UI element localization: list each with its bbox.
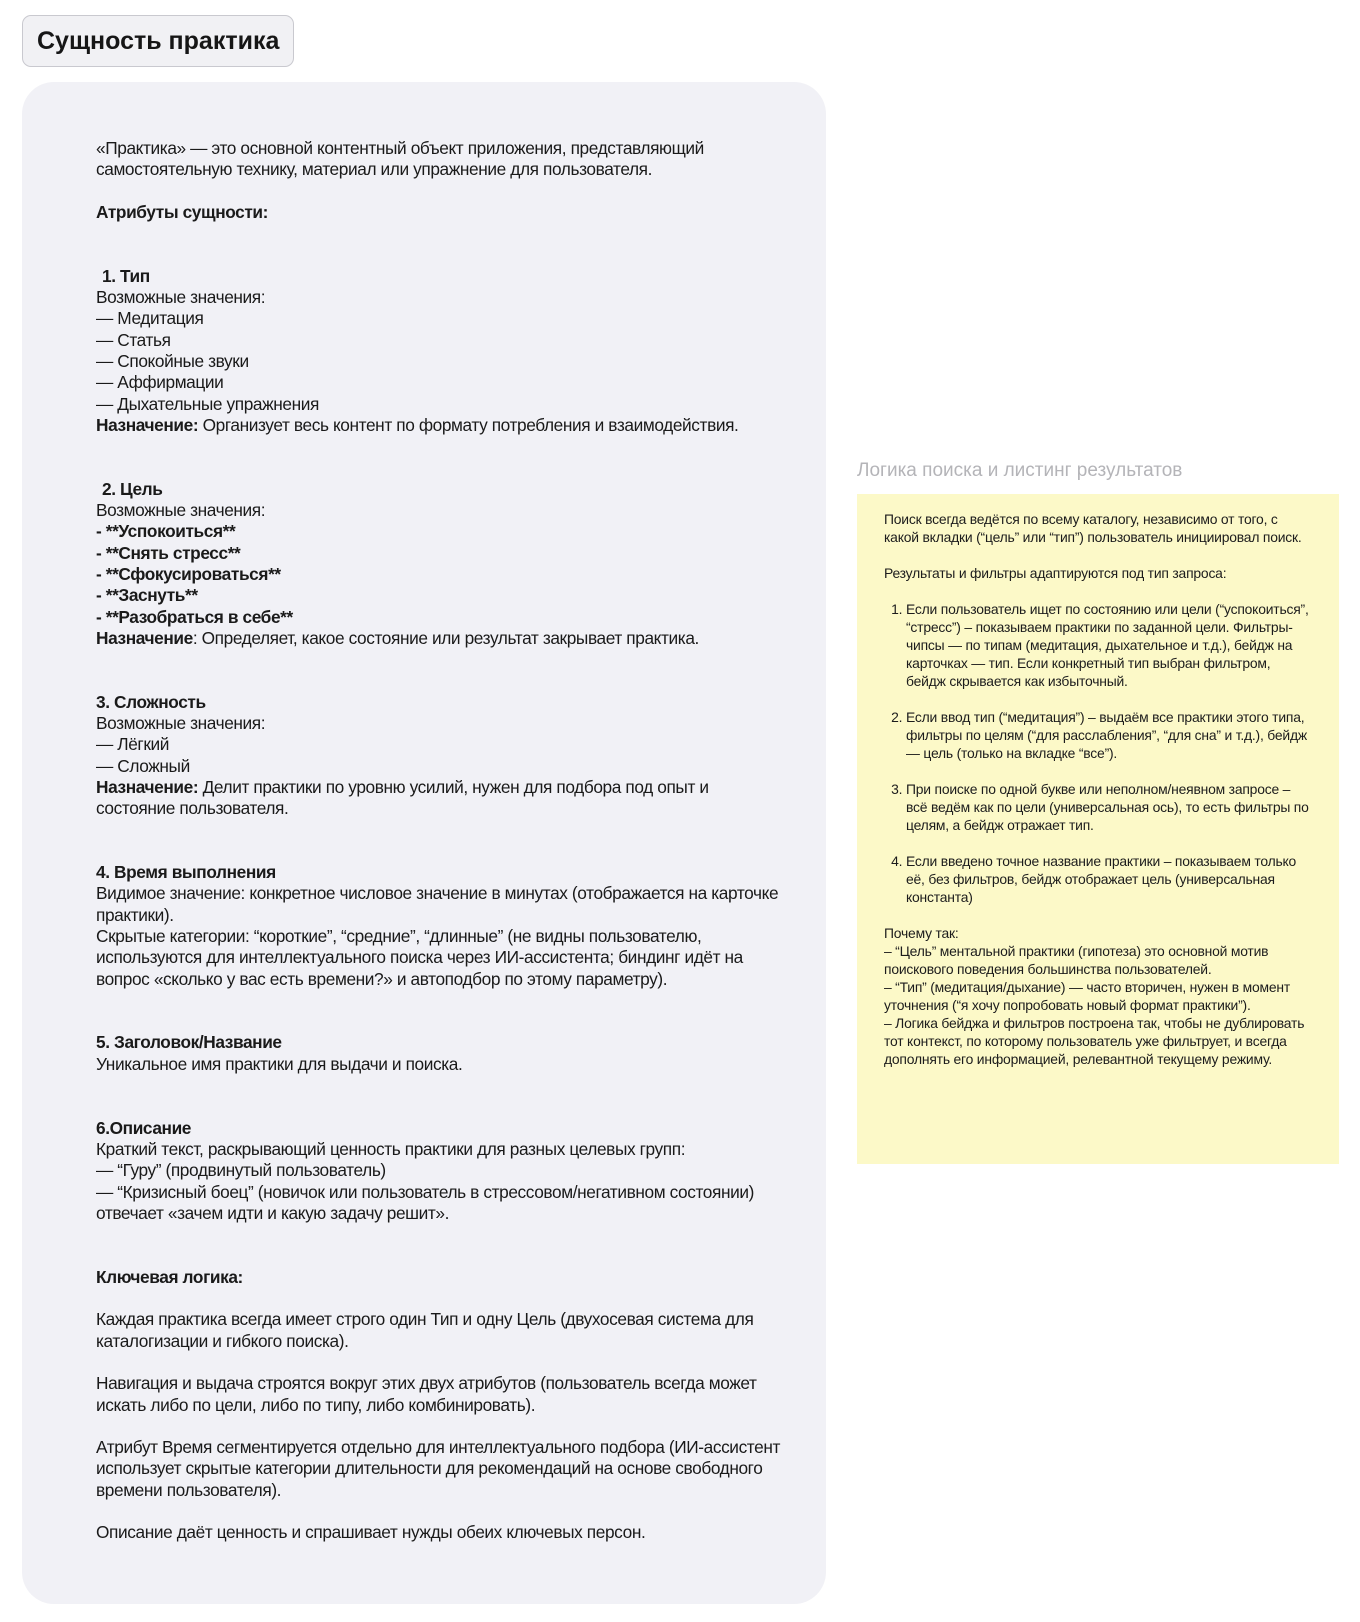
goal-value: - **Успокоиться** xyxy=(96,521,236,542)
why-item: – “Тип” (медитация/дыхание) — часто вторичен, нужен в момент уточнения (“я хочу попробовать новый формат практики”). xyxy=(884,979,1291,1013)
difficulty-value: — Лёгкий xyxy=(96,734,170,755)
key-logic-paragraph: Описание даёт ценность и спрашивает нужды обеих ключевых персон. xyxy=(96,1522,646,1543)
type-value: — Статья xyxy=(96,329,171,350)
goal-value: - **Снять стресс** xyxy=(96,542,241,563)
entity-description-text xyxy=(96,138,786,1544)
why-heading: Почему так: xyxy=(884,925,959,941)
goal-value: - **Заснуть** xyxy=(96,585,198,606)
attributes-heading: Атрибуты сущности: xyxy=(96,201,269,222)
search-rule-item: 2. Если ввод тип (“медитация”) – выдаём все практики этого типа, фильтры по целям (“для расслабления”, “для сна” и т.д.), бейдж — цель (только на вкладке “все”). xyxy=(906,708,1313,762)
description-heading: 6.Описание xyxy=(96,1117,192,1138)
type-purpose: Назначение: Организует весь контент по формату потребления и взаимодействия. xyxy=(96,414,739,435)
difficulty-heading: 3. Сложность xyxy=(96,691,206,712)
type-values-label: Возможные значения: xyxy=(96,287,266,308)
goal-values-label: Возможные значения: xyxy=(96,500,266,521)
description-line: — “Кризисный боец” (новичок или пользователь в стрессовом/негативном состоянии) xyxy=(96,1181,754,1202)
why-item: – Логика бейджа и фильтров построена так, чтобы не дублировать тот контекст, по которому пользователь уже фильтрует, и всегда дополнять его информацией, релевантной текущему режиму. xyxy=(884,1015,1305,1067)
difficulty-value: — Сложный xyxy=(96,755,190,776)
sticky-note-title: Логика поиска и листинг результатов xyxy=(857,460,1183,481)
time-heading: 4. Время выполнения xyxy=(96,862,276,883)
key-logic-paragraph: Навигация и выдача строятся вокруг этих двух атрибутов (пользователь всегда может искать либо по цели, либо по типу, либо комбинировать). xyxy=(96,1373,757,1415)
type-value: — Аффирмации xyxy=(96,372,224,393)
difficulty-purpose: Назначение: Делит практики по уровню усилий, нужен для подбора под опыт и состояние пользователя. xyxy=(96,776,709,819)
description-line: отвечает «зачем идти и какую задачу решит». xyxy=(96,1202,450,1223)
type-heading: 1. Тип xyxy=(102,265,150,286)
search-rule-item: 3. При поиске по одной букве или неполном/неявном запросе – всё ведём как по цели (универсальная ось), то есть фильтры по целям, а бейдж отражает тип. xyxy=(906,780,1313,834)
entity-description-card xyxy=(22,82,826,1604)
type-value: — Спокойные звуки xyxy=(96,350,249,371)
key-logic-heading: Ключевая логика: xyxy=(96,1266,243,1287)
page-title[interactable]: Сущность практика xyxy=(22,15,294,67)
type-value: — Медитация xyxy=(96,308,204,329)
difficulty-values-label: Возможные значения: xyxy=(96,713,266,734)
goal-purpose: Назначение: Определяет, какое состояние или результат закрывает практика. xyxy=(96,627,699,648)
goal-heading: 2. Цель xyxy=(102,478,163,499)
time-visible-value: Видимое значение: конкретное числовое значение в минутах (отображается на карточке практики). xyxy=(96,883,779,925)
description-line: — “Гуру” (продвинутый пользователь) xyxy=(96,1160,386,1181)
time-hidden-categories: Скрытые категории: “короткие”, “средние”, “длинные” (не видны пользователю, используются для интеллектуального поиска через ИИ-ассистента; биндинг идёт на вопрос «сколько у вас есть времени?» и автоподбор по этому параметру). xyxy=(96,925,743,989)
name-heading: 5. Заголовок/Название xyxy=(96,1032,282,1053)
key-logic-paragraph: Каждая практика всегда имеет строго один Тип и одну Цель (двухосевая система для каталогизации и гибкого поиска). xyxy=(96,1309,754,1351)
search-rules-list xyxy=(884,600,1313,906)
why-item: – “Цель” ментальной практики (гипотеза) это основной мотив поискового поведения большинства пользователей. xyxy=(884,943,1269,977)
goal-value: - **Сфокусироваться** xyxy=(96,563,281,584)
key-logic-paragraph: Атрибут Время сегментируется отдельно для интеллектуального подбора (ИИ-ассистент использует скрытые категории длительности для рекомендаций на основе свободного времени пользователя). xyxy=(96,1437,780,1500)
search-rule-item: 1. Если пользователь ищет по состоянию или цели (“успокоиться”, “стресс”) – показываем практики по заданной цели. Фильтры-чипсы — по типам (медитация, дыхательное и т.д.), бейдж на карточках — тип. Если конкретный тип выбран фильтром, бейдж скрывается как избыточный. xyxy=(906,600,1313,690)
sticky-note[interactable] xyxy=(857,494,1339,1164)
name-text: Уникальное имя практики для выдачи и поиска. xyxy=(96,1053,463,1074)
goal-value: - **Разобраться в себе** xyxy=(96,606,293,627)
sticky-paragraph: Результаты и фильтры адаптируются под тип запроса: xyxy=(884,565,1227,581)
intro-text: «Практика» — это основной контентный объект приложения, представляющий самостоятельную технику, материал или упражнение для пользователя. xyxy=(96,138,704,180)
search-rule-item: 4. Если введено точное название практики – показываем только её, без фильтров, бейдж отображает цель (универсальная константа) xyxy=(906,852,1313,906)
sticky-paragraph: Поиск всегда ведётся по всему каталогу, независимо от того, с какой вкладки (“цель” или “тип”) пользователь инициировал поиск. xyxy=(884,511,1302,545)
type-value: — Дыхательные упражнения xyxy=(96,393,319,414)
description-line: Краткий текст, раскрывающий ценность практики для разных целевых групп: xyxy=(96,1138,686,1159)
